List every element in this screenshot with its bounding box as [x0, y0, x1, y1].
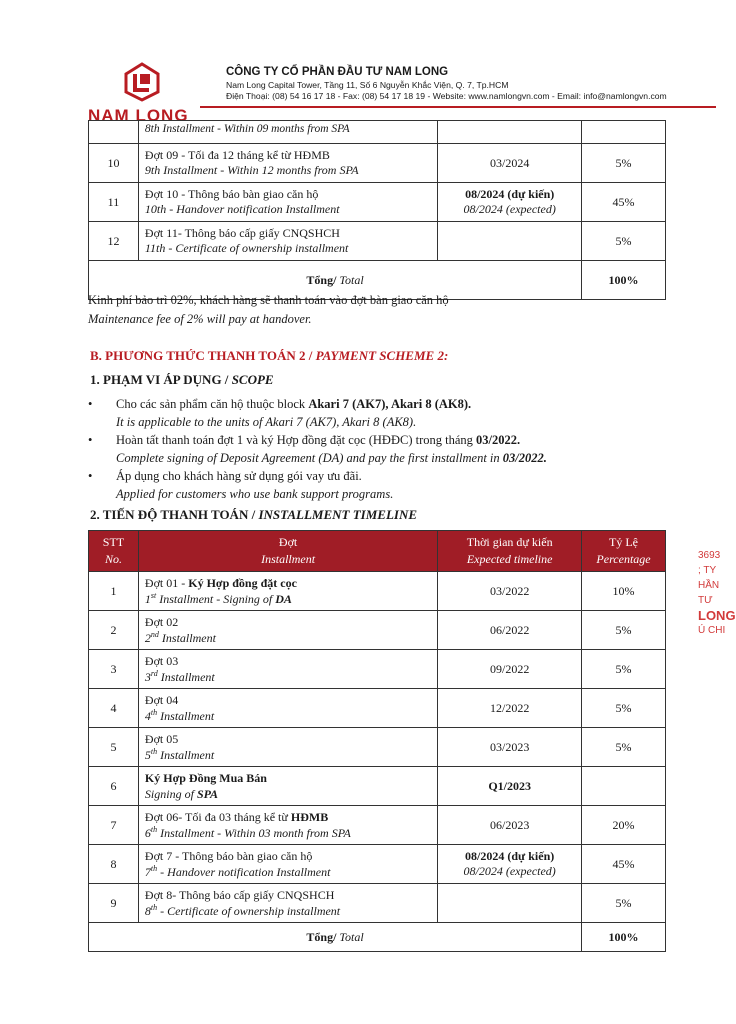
company-contact: Điện Thoại: (08) 54 16 17 18 - Fax: (08) 54 17 18 19 - Website: www.namlongvn.com - Email: info@namlongvn.com [226, 91, 667, 101]
total-label: Tổng/ [306, 272, 337, 287]
row-time: 06/2022 [489, 622, 530, 637]
installment-table-scheme1 [88, 120, 666, 300]
row-desc-en: 8th - Certificate of ownership installment [144, 902, 341, 918]
stamp-text: ; TY [698, 565, 717, 576]
row-number: 12 [89, 222, 139, 261]
row-percentage: 20% [582, 806, 666, 845]
table-row [89, 767, 666, 806]
table-row [89, 144, 666, 183]
row-number: 5 [89, 728, 139, 767]
row-desc-en: 2nd Installment [144, 629, 216, 645]
row-time-en: 08/2024 (expected) [463, 864, 556, 878]
row-desc-en: 1st Installment - Signing of DA [144, 590, 292, 606]
row-desc-en: 5th Installment [144, 746, 215, 762]
table-row [89, 689, 666, 728]
row-desc-vi: Đợt 03 [144, 653, 179, 668]
row-time: Q1/2023 [488, 778, 531, 793]
total-label-en: Total [336, 272, 364, 287]
total-row [89, 923, 666, 952]
table-row [89, 121, 666, 144]
header-rule [200, 106, 716, 108]
scope-bullet-1: Cho các sản phẩm căn hộ thuộc block Akari 7 (AK7), Akari 8 (AK8). [116, 397, 472, 411]
row-percentage: 5% [582, 650, 666, 689]
row-number: 7 [89, 806, 139, 845]
installment-table-scheme2 [88, 530, 666, 952]
bullet-icon: • [88, 433, 93, 447]
company-address: Nam Long Capital Tower, Tầng 11, Số 6 Nguyễn Khắc Viện, Q. 7, Tp.HCM [226, 80, 509, 90]
table-row [89, 611, 666, 650]
scope-bullet-2: Hoàn tất thanh toán đợt 1 và ký Hợp đồng đặt cọc (HĐĐC) trong tháng 03/2022. [116, 433, 521, 447]
row-desc-vi: Đợt 04 [144, 692, 179, 707]
timeline-title: 2. TIẾN ĐỘ THANH TOÁN / INSTALLMENT TIMELINE [90, 507, 418, 522]
brand-name: NAM LONG [88, 106, 189, 125]
row-percentage: 5% [582, 611, 666, 650]
table-row [89, 728, 666, 767]
row-desc-vi: Đợt 06- Tối đa 03 tháng kể từ HĐMB [144, 809, 329, 824]
stamp-text: Ú CHI [698, 625, 726, 636]
stamp-text: 3693 [698, 550, 721, 561]
stamp-text: HẦN [698, 580, 720, 591]
row-number: 4 [89, 689, 139, 728]
maintenance-note-en: Maintenance fee of 2% will pay at handover. [88, 312, 312, 326]
row-percentage: 45% [582, 183, 666, 222]
table-row [89, 222, 666, 261]
table-row [89, 806, 666, 845]
scope-bullet-1-en: It is applicable to the units of Akari 7 (AK7), Akari 8 (AK8). [116, 415, 417, 429]
row-desc-vi: Đợt 11- Thông báo cấp giấy CNQSHCH [144, 226, 340, 240]
table-row [89, 650, 666, 689]
bullet-icon: • [88, 469, 93, 483]
scope-bullet-2-en: Complete signing of Deposit Agreement (DA) and pay the first installment in 03/2022. [116, 451, 547, 465]
row-percentage [582, 767, 666, 806]
row-number: 8 [89, 845, 139, 884]
row-time: 08/2024 (dự kiến) [465, 849, 555, 863]
bullet-icon: • [88, 397, 93, 411]
row-number: 10 [89, 144, 139, 183]
row-desc-vi: Đợt 10 - Thông báo bàn giao căn hộ [144, 187, 319, 201]
row-time: 03/2023 [489, 739, 530, 754]
total-percentage: 100% [582, 261, 666, 300]
row-number: 9 [89, 884, 139, 923]
total-label-en: Total [336, 929, 364, 944]
row-time-en: 08/2024 (expected) [463, 202, 556, 216]
row-time: 03/2024 [438, 144, 582, 183]
row-percentage: 45% [582, 845, 666, 884]
row-percentage: 5% [582, 222, 666, 261]
row-desc-vi: Đợt 7 - Thông báo bàn giao căn hộ [144, 848, 313, 863]
table-row [89, 572, 666, 611]
total-label: Tổng/ [306, 929, 337, 944]
row-number: 1 [89, 572, 139, 611]
stamp-text: LONG [698, 608, 736, 623]
row-time: 09/2022 [489, 661, 530, 676]
table-row [89, 845, 666, 884]
row-desc-en: 6th Installment - Within 03 month from SPA [144, 824, 351, 840]
row-percentage: 10% [582, 572, 666, 611]
row-time: 06/2023 [489, 817, 530, 832]
row-number: 6 [89, 767, 139, 806]
total-percentage: 100% [582, 923, 666, 952]
row-desc-vi: Đợt 02 [144, 614, 179, 629]
row-desc-vi: Đợt 8- Thông báo cấp giấy CNQSHCH [144, 887, 335, 902]
row-desc-en: 10th - Handover notification Installment [144, 202, 340, 216]
row-time: 08/2024 (dự kiến) [465, 187, 555, 201]
row-percentage: 5% [582, 144, 666, 183]
row-desc-en: 11th - Certificate of ownership installment [144, 241, 349, 255]
scope-bullet-3: Áp dụng cho khách hàng sử dụng gói vay ưu đãi. [116, 469, 362, 483]
maintenance-note: Kinh phí bảo trì 02%, khách hàng sẽ thanh toán vào đợt bàn giao căn hộ [88, 293, 449, 307]
row-percentage: 5% [582, 884, 666, 923]
row-desc-en: 3rd Installment [144, 668, 215, 684]
row-desc-en: Signing of SPA [144, 786, 219, 801]
row-percentage: 5% [582, 728, 666, 767]
row-desc-en: 8th Installment - Within 09 months from SPA [144, 123, 350, 135]
row-number: 3 [89, 650, 139, 689]
row-desc-en: 4th Installment [144, 707, 215, 723]
row-time: 12/2022 [489, 700, 530, 715]
row-desc-vi: Ký Hợp Đồng Mua Bán [144, 770, 267, 785]
row-number: 2 [89, 611, 139, 650]
row-time: 03/2022 [489, 583, 530, 598]
stamp-text: TƯ [698, 595, 713, 606]
row-desc-en: 7th - Handover notification Installment [144, 863, 331, 879]
table-row [89, 183, 666, 222]
company-stamp [698, 548, 736, 638]
row-desc-vi: Đợt 01 - Ký Hợp đồng đặt cọc [144, 575, 297, 590]
row-number: 11 [89, 183, 139, 222]
company-name: CÔNG TY CỔ PHẦN ĐẦU TƯ NAM LONG [226, 66, 449, 78]
scope-bullet-3-en: Applied for customers who use bank support programs. [116, 487, 394, 501]
row-desc-en: 9th Installment - Within 12 months from SPA [144, 163, 359, 177]
row-desc-vi: Đợt 09 - Tối đa 12 tháng kể từ HĐMB [144, 148, 330, 162]
row-percentage: 5% [582, 689, 666, 728]
table-row [89, 884, 666, 923]
scope-title: 1. PHẠM VI ÁP DỤNG / SCOPE [90, 372, 274, 387]
row-desc-vi: Đợt 05 [144, 731, 179, 746]
section-b-title: B. PHƯƠNG THỨC THANH TOÁN 2 / PAYMENT SCHEME 2: [90, 348, 449, 363]
nam-long-logo-icon [124, 62, 160, 102]
table-header-row: STT No. Đợt Installment Thời gian dự kiến Expected timeline Tỷ Lệ Percentage [89, 531, 666, 572]
